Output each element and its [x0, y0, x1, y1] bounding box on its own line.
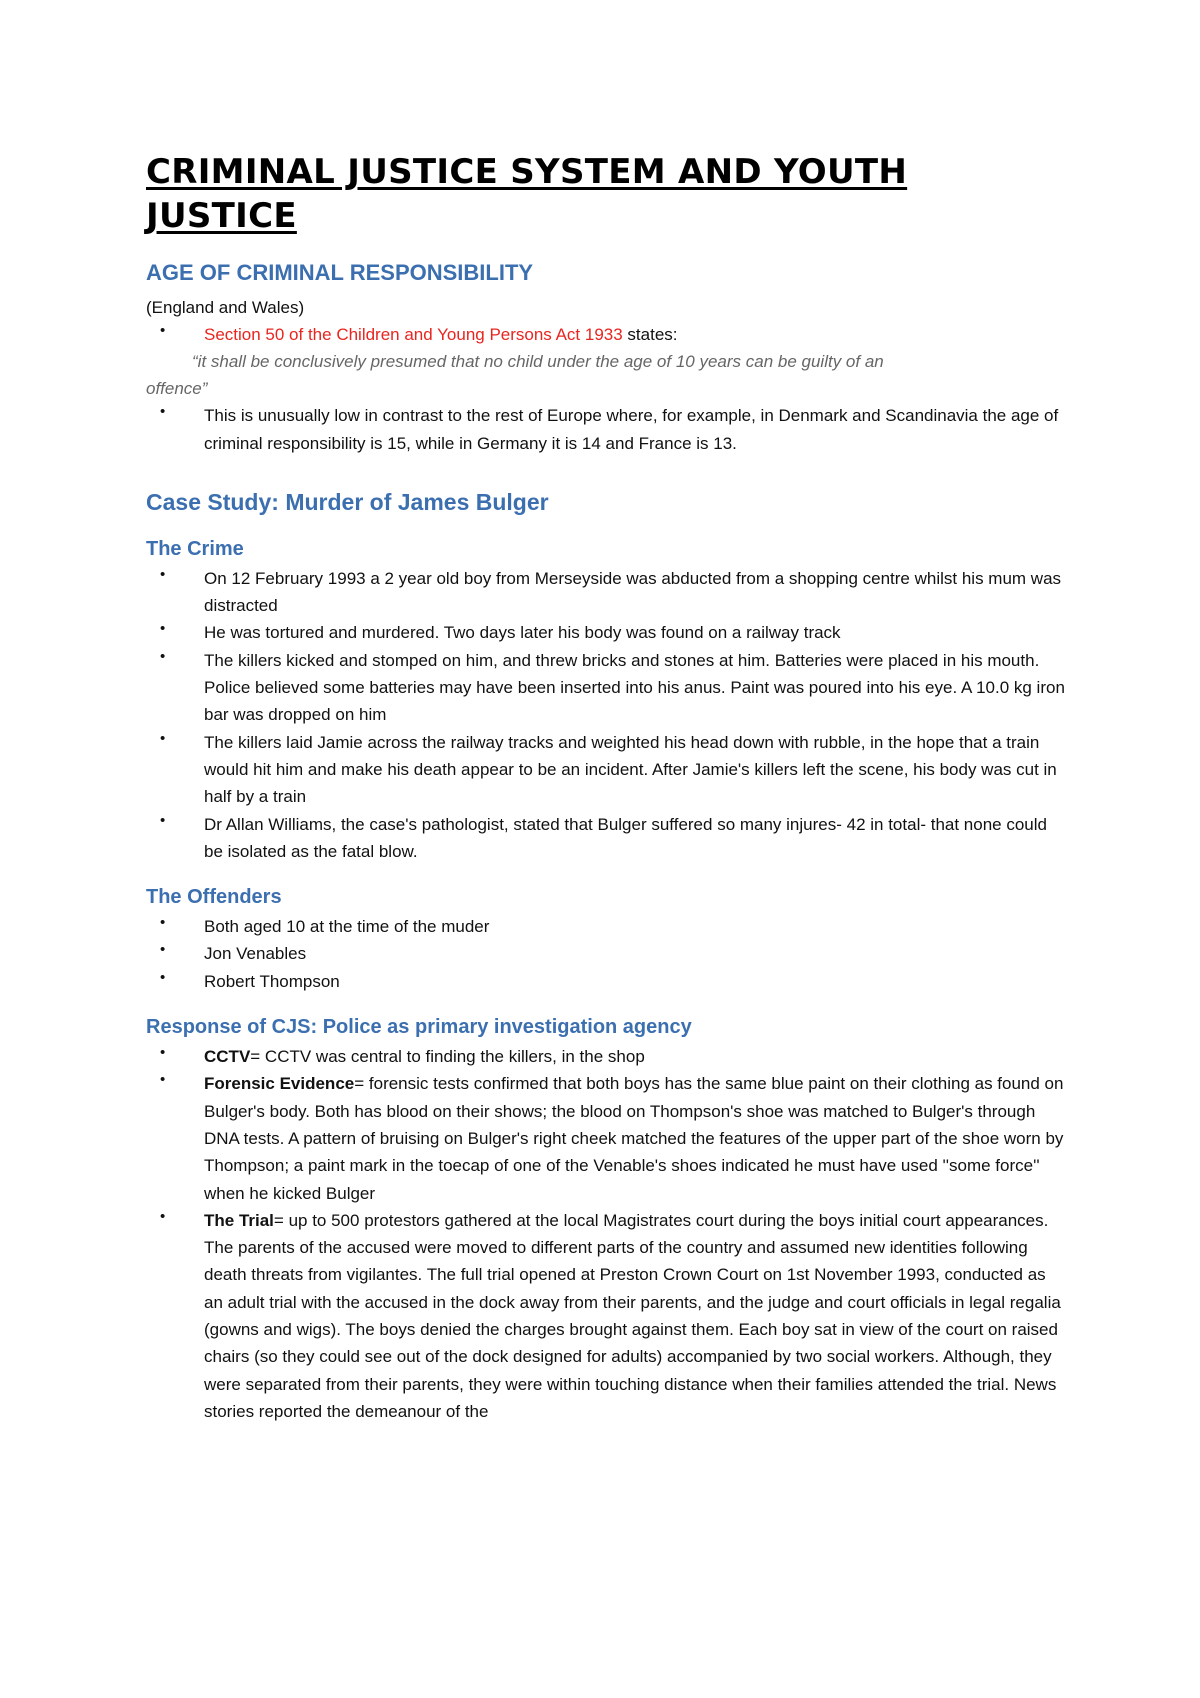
item-label: CCTV	[204, 1047, 251, 1067]
age-list	[146, 321, 1066, 348]
bullet-icon: •	[160, 811, 166, 829]
list-item: • He was tortured and murdered. Two days later his body was found on a railway track	[160, 620, 841, 643]
bullet-icon: •	[160, 1044, 166, 1062]
age-list-2	[146, 402, 1066, 457]
item-label: The Trial	[204, 1210, 274, 1230]
bullet-icon: •	[160, 968, 166, 986]
document-title: CRIMINAL JUSTICE SYSTEM AND YOUTH JUSTICE	[146, 152, 908, 236]
list-item: • Dr Allan Williams, the case's pathologist, stated that Bulger suffered so many injures- 42 in total- that none could be isolated as the fatal blow.	[160, 811, 1047, 861]
quote-line-1: “it shall be conclusively presumed that no child under the age of 10 years can be guilty of an	[192, 352, 884, 372]
list-item: • CCTV= CCTV was central to finding the killers, in the shop	[160, 1044, 645, 1067]
list-item: • Jon Venables	[160, 941, 307, 964]
list-item: • Robert Thompson	[160, 968, 340, 991]
document-content	[146, 150, 1066, 1425]
crime-list	[146, 565, 1066, 865]
response-heading: Response of CJS: Police as primary investigation agency	[146, 1016, 692, 1039]
age-heading: AGE OF CRIMINAL RESPONSIBILITY	[146, 260, 534, 285]
list-item: • The killers laid Jamie across the railway tracks and weighted his head down with rubble, in the hope that a train would hit him and make his death appear to be an incident. After Jamie's killers left the scene, his body was cut in half by a train	[160, 729, 1057, 807]
act-suffix: states:	[622, 325, 678, 344]
bullet-icon: •	[160, 322, 166, 339]
list-item: • The Trial= up to 500 protestors gathered at the local Magistrates court during the boys initial court appearances. The parents of the accused were moved to different parts of the country and assumed new identities following death threats from vigilantes. The full trial opened at Preston Crown Court on 1st November 1993, conducted as an adult trial with the accused in the dock away from their parents, and the judge and court officials in legal regalia (gowns and wigs). The boys denied the charges brought against them. Each boy sat in view of the court on raised chairs (so they could see out of the dock designed for adults) accompanied by two social workers. Although, they were separated from their parents, they were within touching distance when their families attended the trial. News stories reported the demeanour of the	[160, 1207, 1061, 1421]
bullet-icon: •	[160, 1071, 166, 1089]
act-reference: Section 50 of the Children and Young Persons Act 1933	[204, 325, 623, 344]
bullet-icon: •	[160, 565, 166, 583]
case-study-heading: Case Study: Murder of James Bulger	[146, 488, 549, 515]
list-item: • On 12 February 1993 a 2 year old boy from Merseyside was abducted from a shopping centre whilst his mum was distracted	[160, 565, 1062, 616]
case-study-section	[146, 487, 1066, 1425]
bullet-icon: •	[160, 647, 166, 665]
bullet-icon: •	[160, 729, 166, 747]
crime-heading: The Crime	[146, 537, 244, 560]
item-label: Forensic Evidence	[204, 1074, 355, 1094]
response-list	[146, 1043, 1066, 1425]
act-quote	[146, 348, 1066, 402]
region-text: (England and Wales)	[146, 298, 305, 317]
bullet-icon: •	[160, 914, 166, 932]
bullet-icon: •	[160, 941, 166, 959]
list-item	[146, 402, 1066, 457]
quote-line-2: offence”	[146, 379, 208, 399]
offenders-list	[146, 913, 1066, 995]
offenders-heading: The Offenders	[146, 886, 282, 909]
list-item	[146, 321, 1066, 348]
bullet-icon: •	[160, 403, 166, 421]
age-section	[146, 258, 1066, 457]
list-item: • Forensic Evidence= forensic tests confirmed that both boys has the same blue paint on their clothing as found on Bulger's body. Both has blood on their shows; the blood on Thompson's shoe was matched to Bulger's through DNA tests. A pattern of bruising on Bulger's right cheek matched the features of the upper part of the shoe worn by Thompson; a paint mark in the toecap of one of the Venable's shoes indicated he must have used ''some force'' when he kicked Bulger	[160, 1071, 1064, 1203]
bullet-icon: •	[160, 620, 166, 638]
list-item: • Both aged 10 at the time of the muder	[160, 914, 490, 937]
contrast-text: This is unusually low in contrast to the rest of Europe where, for example, in Denmark and Scandinavia the age of criminal responsibility is 15, while in Germany it is 14 and France is 13.	[204, 406, 1059, 453]
list-item: • The killers kicked and stomped on him, and threw bricks and stones at him. Batteries were placed in his mouth. Police believed some batteries may have been inserted into his anus. Paint was poured into his eye. A 10.0 kg iron bar was dropped on him	[160, 647, 1065, 725]
bullet-icon: •	[160, 1207, 166, 1225]
